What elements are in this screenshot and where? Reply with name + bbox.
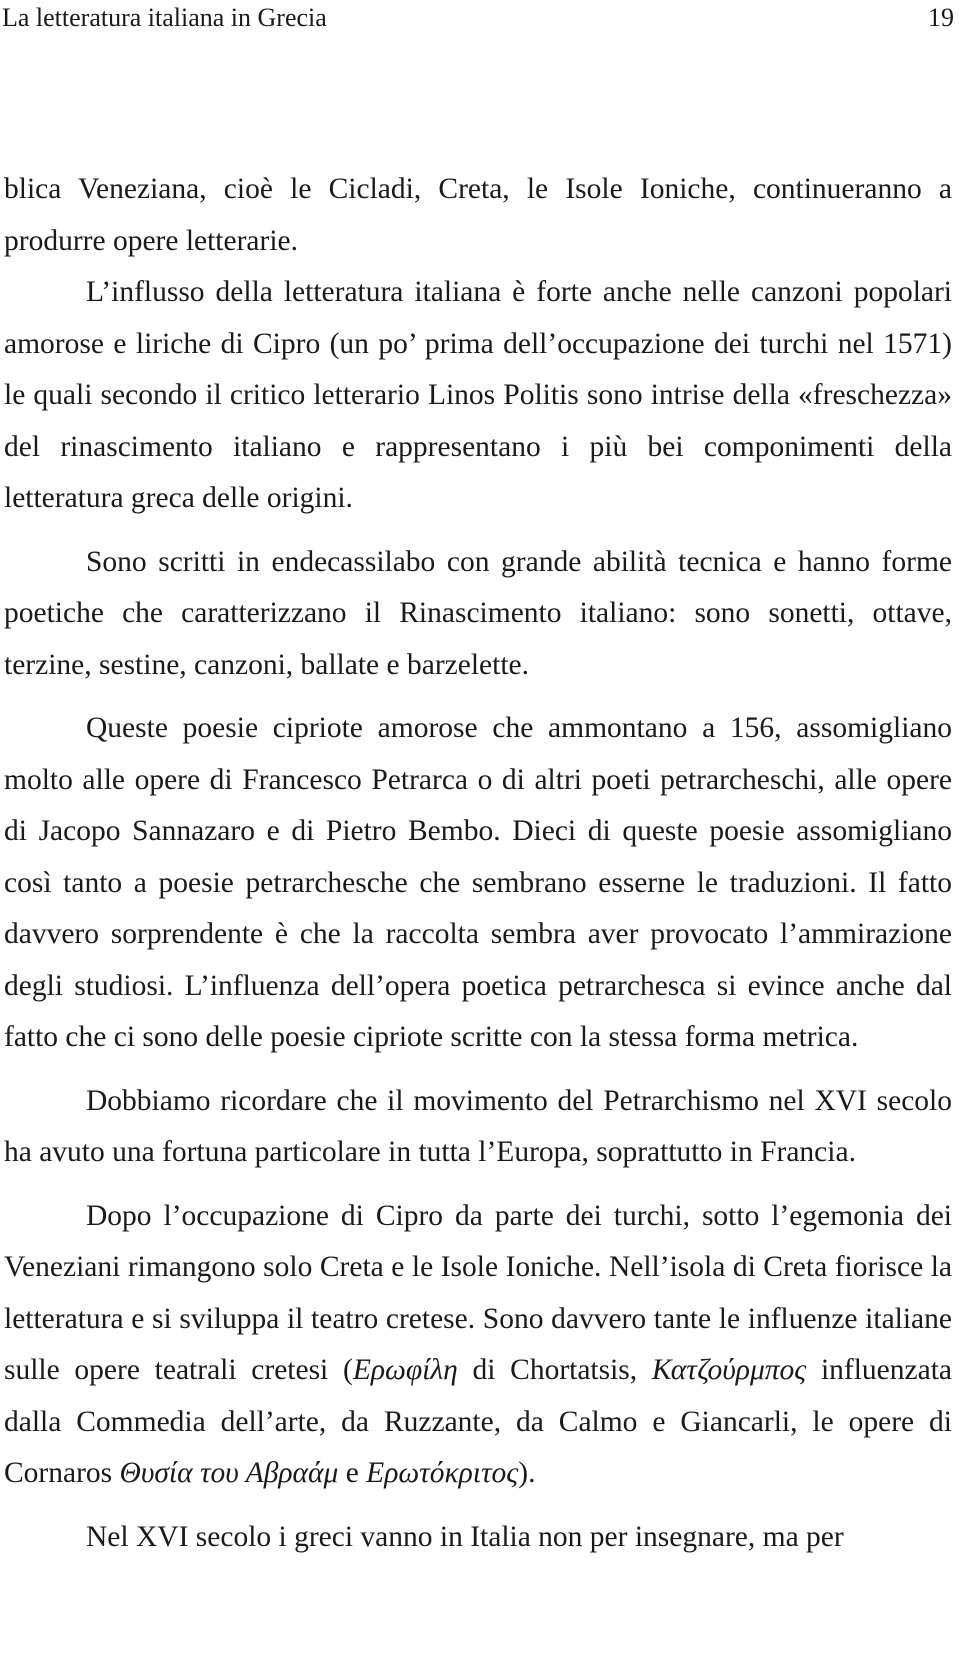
paragraph-creta-text-2: di Chortatsis, bbox=[457, 1354, 652, 1386]
title-erofili: Ερωφίλη bbox=[352, 1354, 458, 1386]
paragraph-creta-text-5: ). bbox=[518, 1457, 536, 1489]
paragraph-poesie-cipriote: Queste poesie cipriote amorose che ammontano a 156, assomigliano molto alle opere di Francesco Petrarca o di altri poeti petrarcheschi, alle opere di Jacopo Sannazaro e di Pietro Bembo. Dieci di queste poesie assomigliano così tanto a poesie petrarchesche che sembrano esserne le traduzioni. Il fatto davvero sorprendente è che la raccolta sembra aver provocato l’ammirazione degli studiosi. L’influenza dell’opera poetica petrarchesca si evince anche dal fatto che ci sono delle poesie cipriote scritte con la stessa forma metrica. bbox=[4, 712, 952, 1053]
paragraph-creta-text-3: influenzata dalla Commedia dell’arte, da Ruzzante, da Calmo e Giancarli, le opere di Cornaros bbox=[4, 1354, 953, 1489]
paragraph-continued: blica Veneziana, cioè le Cicladi, Creta, le Isole Ioniche, continueranno a produrre opere letterarie. bbox=[4, 173, 952, 257]
paragraph-creta-text-4: e bbox=[338, 1457, 367, 1489]
paragraph-petrarchismo: Dobbiamo ricordare che il movimento del Petrarchismo nel XVI secolo ha avuto una fortuna particolare in tutta l’Europa, soprattutto in Francia. bbox=[4, 1084, 952, 1168]
title-erotokritos: Ερωτόκριτος bbox=[366, 1457, 519, 1489]
paragraph-creta-text-1: Dopo l’occupazione di Cipro da parte dei turchi, sotto l’egemonia dei Veneziani rimangono solo Creta e le Isole Ioniche. Nell’isola di Creta fiorisce la letteratura e si sviluppa il teatro cretese. Sono davvero tante le influenze italiane sulle opere teatrali cretesi ( bbox=[4, 1199, 952, 1386]
running-title: La letteratura italiana in Grecia bbox=[2, 3, 327, 32]
paragraph-xvi-secolo: Nel XVI secolo i greci vanno in Italia non per insegnare, ma per bbox=[86, 1520, 844, 1553]
running-header bbox=[2, 0, 954, 36]
body-text bbox=[4, 164, 952, 1563]
title-katzourbos: Κατζούρμπος bbox=[651, 1354, 807, 1386]
paragraph-influsso: L’influsso della letteratura italiana è forte anche nelle canzoni popolari amorose e liriche di Cipro (un po’ prima dell’occupazione dei turchi nel 1571) le quali secondo il critico letterario Linos Politis sono intrise della «freschezza» del rinascimento italiano e rappresentano i più bei componimenti della letteratura greca delle origini. bbox=[4, 276, 952, 514]
paragraph-creta bbox=[4, 1191, 952, 1500]
title-thysia-tou-avraam: Θυσία του Αβραάμ bbox=[119, 1457, 339, 1489]
page-number: 19 bbox=[928, 3, 954, 32]
paragraph-endecassilabo: Sono scritti in endecassilabo con grande abilità tecnica e hanno forme poetiche che caratterizzano il Rinascimento italiano: sono sonetti, ottave, terzine, sestine, canzoni, ballate e barzelette. bbox=[4, 545, 952, 681]
